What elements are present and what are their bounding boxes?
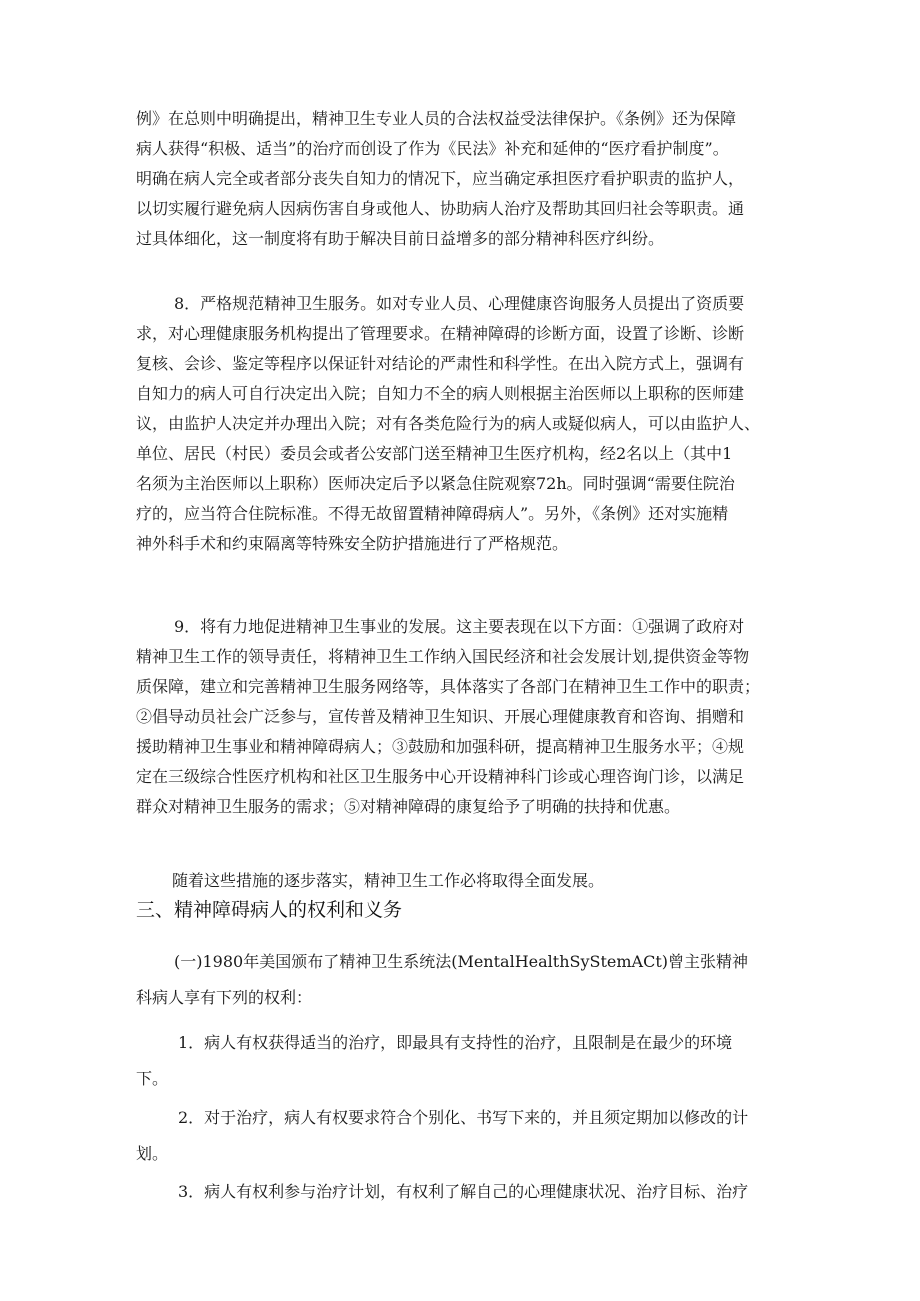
text-line: 求，对心理健康服务机构提出了管理要求。在精神障碍的诊断方面，设置了诊断、诊断 — [136, 324, 745, 343]
text-line: 名须为主治医师以上职称）医师决定后予以紧急住院观察72h。同时强调“需要住院治 — [136, 474, 735, 493]
text-line: 神外科手术和约束隔离等特殊安全防护措施进行了严格规范。 — [136, 534, 569, 553]
text-line: 疗的，应当符合住院标准。不得无故留置精神障碍病人”。另外，《条例》还对实施精 — [136, 504, 729, 523]
text-line: 3．病人有权利参与治疗计划，有权利了解自己的心理健康状况、治疗目标、治疗 — [178, 1182, 749, 1201]
paragraph-rights-intro — [136, 944, 796, 1016]
text-line: 9．将有力地促进精神卫生事业的发展。这主要表现在以下方面：①强调了政府对 — [174, 617, 745, 636]
text-line: 例》在总则中明确提出，精神卫生专业人员的合法权益受法律保护。《条例》还为保障 — [136, 109, 737, 128]
text-line: 以切实履行避免病人因病伤害自身或他人、协助病人治疗及帮助其回归社会等职责。通 — [136, 199, 745, 218]
text-line: 8．严格规范精神卫生服务。如对专业人员、心理健康咨询服务人员提出了资质要 — [174, 294, 745, 313]
text-line: 明确在病人完全或者部分丧失自知力的情况下，应当确定承担医疗看护职责的监护人， — [136, 169, 745, 188]
paragraph-regulation-intro — [136, 104, 796, 254]
paragraph-summary — [136, 866, 796, 896]
text-line: (一)1980年美国颁布了精神卫生系统法(MentalHealthSyStemACt)曾主张精神 — [174, 952, 749, 971]
paragraph-item-9 — [136, 612, 796, 822]
list-item-right-3 — [136, 1174, 796, 1210]
paragraph-item-8 — [136, 289, 796, 559]
text-line: 病人获得“积极、适当”的治疗而创设了作为《民法》补充和延伸的“医疗看护制度”。 — [136, 139, 729, 158]
list-item-right-1 — [136, 1025, 796, 1097]
text-line: 精神卫生工作的领导责任，将精神卫生工作纳入国民经济和社会发展计划,提供资金等物 — [136, 647, 750, 666]
text-line: 质保障，建立和完善精神卫生服务网络等，具体落实了各部门在精神卫生工作中的职责； — [136, 677, 761, 696]
text-line: 援助精神卫生事业和精神障碍病人；③鼓励和加强科研，提高精神卫生服务水平；④规 — [136, 737, 745, 756]
text-line: 单位、居民（村民）委员会或者公安部门送至精神卫生医疗机构，经2名以上（其中1 — [136, 444, 733, 463]
text-line: 2．对于治疗，病人有权要求符合个别化、书写下来的，并且须定期加以修改的计 — [178, 1108, 749, 1127]
text-line: ②倡导动员社会广泛参与，宣传普及精神卫生知识、开展心理健康教育和咨询、捐赠和 — [136, 707, 745, 726]
text-line: 群众对精神卫生服务的需求；⑤对精神障碍的康复给予了明确的扶持和优惠。 — [136, 797, 681, 816]
text-line: 随着这些措施的逐步落实，精神卫生工作必将取得全面发展。 — [172, 871, 605, 890]
text-line: 1．病人有权获得适当的治疗，即最具有支持性的治疗，且限制是在最少的环境 — [178, 1033, 733, 1052]
list-item-right-2 — [136, 1100, 796, 1172]
text-line: 议，由监护人决定并办理出入院；对有各类危险行为的病人或疑似病人，可以由监护人、 — [136, 414, 761, 433]
text-line: 下。 — [136, 1069, 169, 1088]
text-line: 科病人享有下列的权利： — [136, 988, 313, 1007]
section-heading: 三、精神障碍病人的权利和义务 — [136, 899, 403, 921]
text-line: 划。 — [136, 1144, 169, 1163]
text-line: 定在三级综合性医疗机构和社区卫生服务中心开设精神科门诊或心理咨询门诊，以满足 — [136, 767, 745, 786]
text-line: 过具体细化，这一制度将有助于解决目前日益增多的部分精神科医疗纠纷。 — [136, 229, 665, 248]
text-line: 自知力的病人可自行决定出入院；自知力不全的病人则根据主治医师以上职称的医师建 — [136, 384, 745, 403]
text-line: 复核、会诊、鉴定等程序以保证针对结论的严肃性和科学性。在出入院方式上，强调有 — [136, 354, 745, 373]
